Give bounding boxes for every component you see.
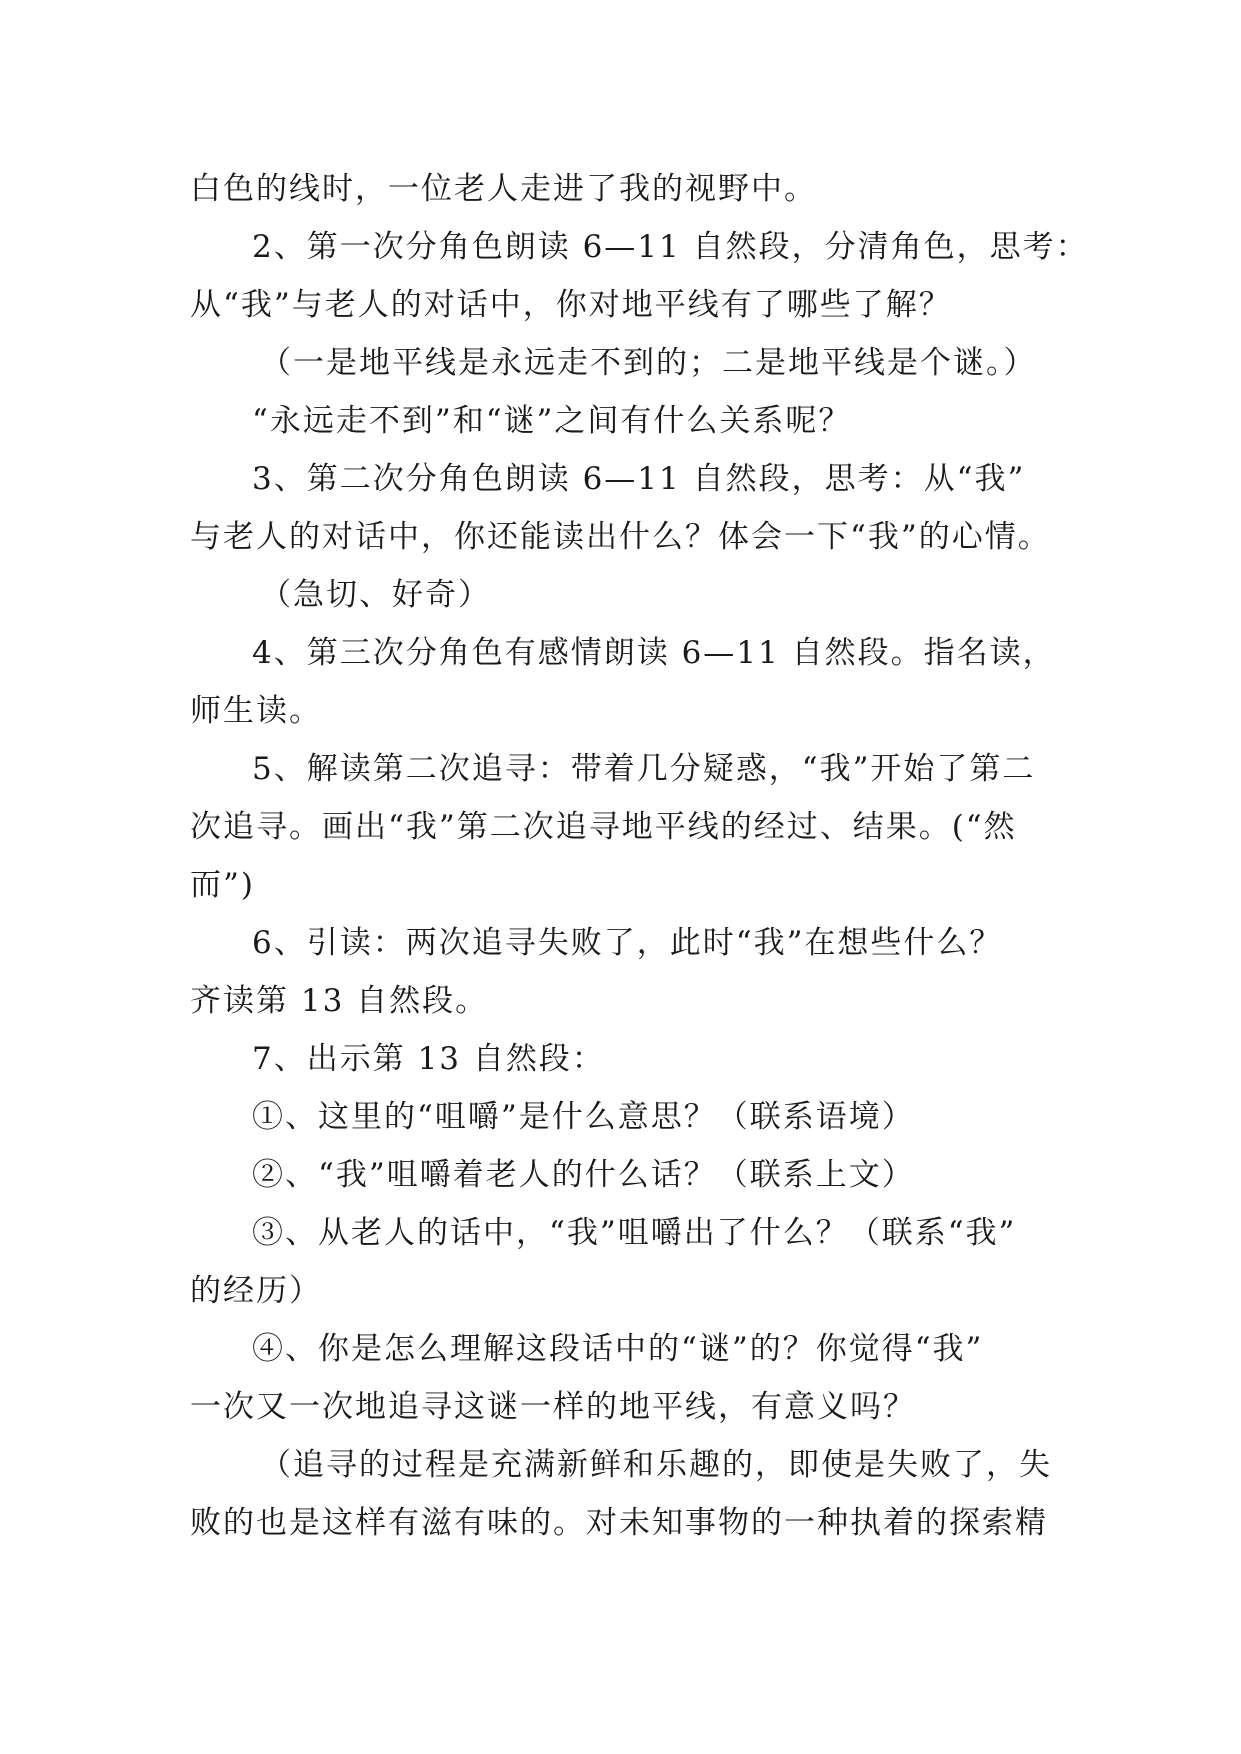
text-line: ②、“我”咀嚼着老人的什么话？（联系上文）: [252, 1157, 915, 1193]
text-line: （急切、好奇）: [260, 577, 491, 613]
text-line: 4、第三次分角色有感情朗读 6—11 自然段。指名读，: [252, 635, 1056, 671]
text-line: 从“我”与老人的对话中，你对地平线有了哪些了解？: [190, 287, 952, 323]
text-line: 白色的线时，一位老人走进了我的视野中。: [190, 171, 817, 207]
text-line: 2、第一次分角色朗读 6—11 自然段，分清角色，思考：: [252, 229, 1089, 265]
text-line: 5、解读第二次追寻：带着几分疑惑，“我”开始了第二: [252, 751, 1036, 787]
text-line: 7、出示第 13 自然段：: [252, 1041, 605, 1077]
text-line: 齐读第 13 自然段。: [190, 983, 489, 1019]
text-line: ①、这里的“咀嚼”是什么意思？（联系语境）: [252, 1099, 915, 1135]
text-line: 的经历）: [190, 1273, 322, 1309]
text-line: “永远走不到”和“谜”之间有什么关系呢？: [252, 403, 852, 439]
text-line: ③、从老人的话中，“我”咀嚼出了什么？（联系“我”: [252, 1215, 1017, 1251]
text-line: （追寻的过程是充满新鲜和乐趣的，即使是失败了，失: [260, 1447, 1052, 1483]
text-line: 而”): [190, 867, 255, 903]
text-line: ④、你是怎么理解这段话中的“谜”的？你觉得“我”: [252, 1331, 984, 1367]
text-line: 与老人的对话中，你还能读出什么？体会一下“我”的心情。: [190, 519, 1051, 555]
text-line: 师生读。: [190, 693, 322, 729]
text-line: 败的也是这样有滋有味的。对未知事物的一种执着的探索精: [190, 1505, 1048, 1541]
text-line: 3、第二次分角色朗读 6—11 自然段，思考：从“我”: [252, 461, 1026, 497]
text-line: 6、引读：两次追寻失败了，此时“我”在想些什么？: [252, 925, 1003, 961]
text-line: （一是地平线是永远走不到的；二是地平线是个谜。）: [260, 345, 1037, 381]
text-line: 次追寻。画出“我”第二次追寻地平线的经过、结果。(“然: [190, 809, 1017, 845]
text-line: 一次又一次地追寻这谜一样的地平线，有意义吗？: [190, 1389, 916, 1425]
document-body: [190, 160, 1089, 1552]
